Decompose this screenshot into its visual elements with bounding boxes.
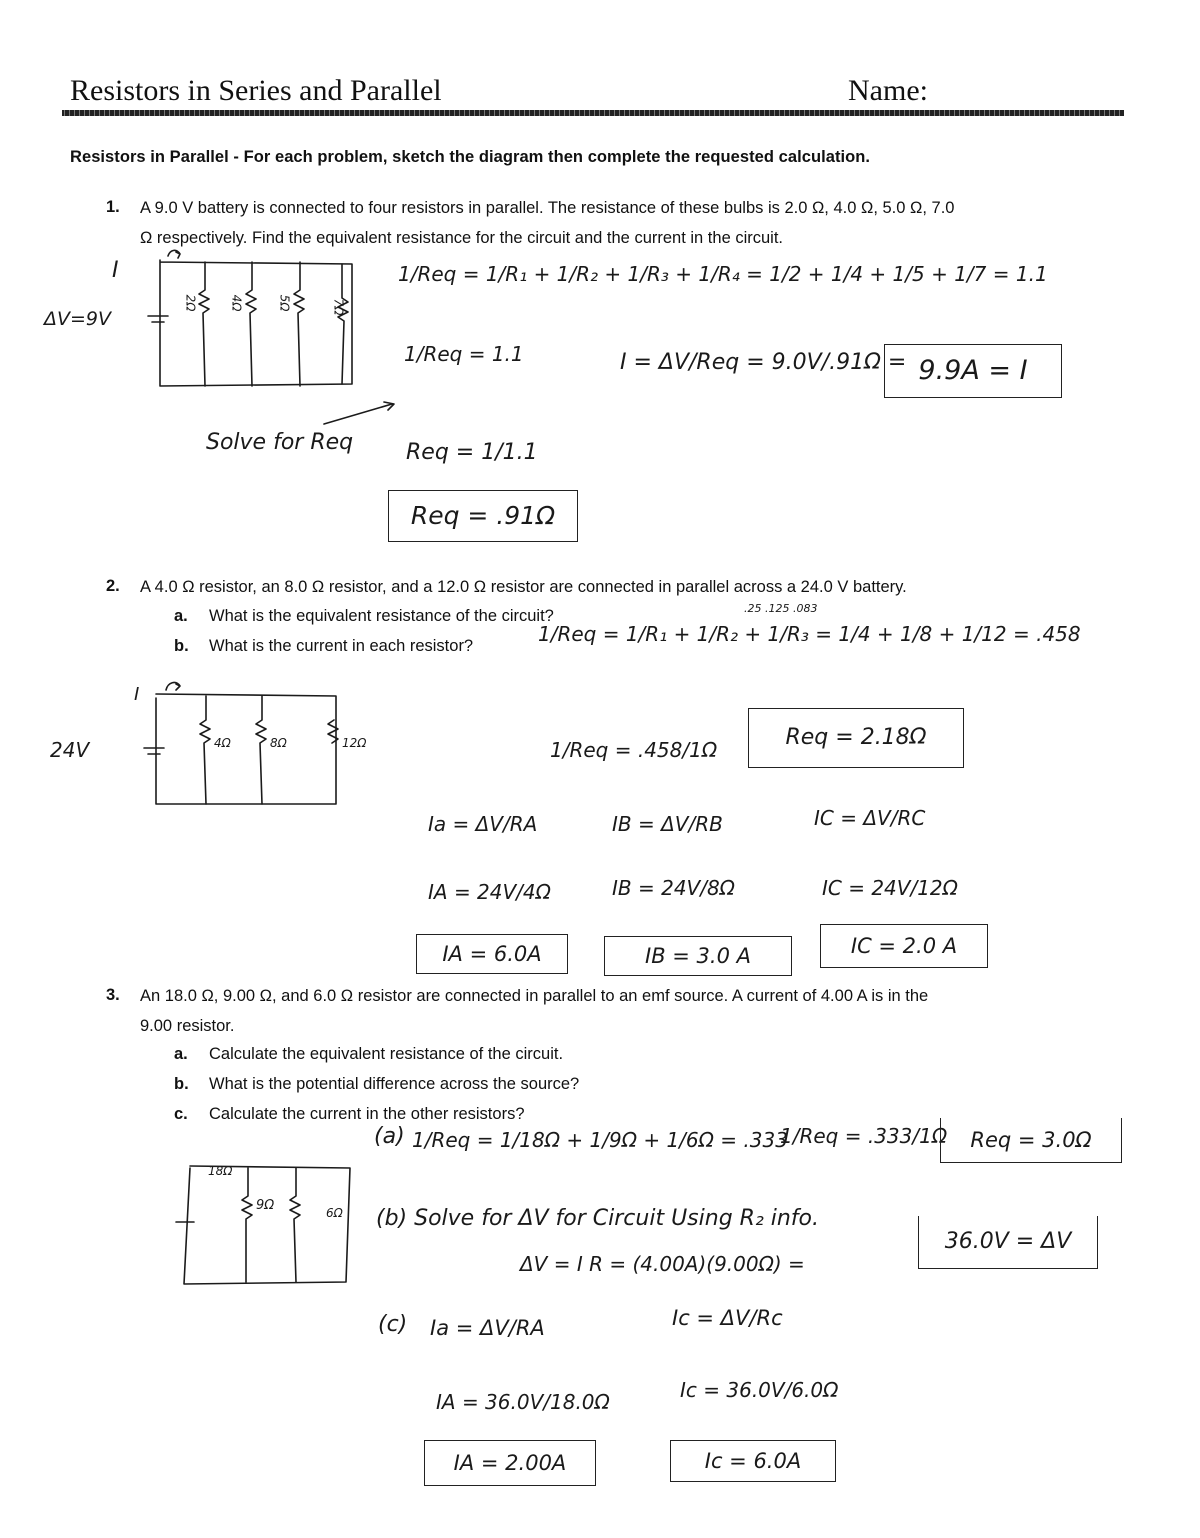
problem-1-solve-note: Solve for Req <box>206 430 354 455</box>
circuit-2-resistor-3: 12Ω <box>342 736 367 750</box>
circuit-3-resistor-3: 6Ω <box>326 1206 343 1220</box>
problem-2a-letter: a. <box>174 607 188 625</box>
problem-3c-ic-sub: Ic = 36.0V/6.0Ω <box>680 1378 839 1402</box>
worksheet-title: Resistors in Series and Parallel <box>70 74 442 107</box>
problem-1-req-expr: Req = 1/1.1 <box>406 440 538 465</box>
problem-3b-calc: ΔV = I R = (4.00A)(9.00Ω) = <box>520 1252 805 1276</box>
circuit-3-resistor-2: 9Ω <box>256 1198 275 1213</box>
problem-1-text-line1: A 9.0 V battery is connected to four resistors in parallel. The resistance of these bulbs is 2.0 Ω, 4.0 Ω, 5.0 Ω, 7.0 <box>140 199 955 217</box>
problem-3b-line: (b) Solve for ΔV for Circuit Using R₂ info. <box>376 1206 820 1231</box>
problem-3c-text: Calculate the current in the other resistors? <box>209 1105 525 1123</box>
problem-3-text-line1: An 18.0 Ω, 9.00 Ω, and 6.0 Ω resistor are connected in parallel to an emf source. A current of 4.00 A is in the <box>140 987 929 1005</box>
problem-2-ic-formula: IC = ΔV/RC <box>814 806 926 830</box>
circuit-1-current-label: I <box>112 258 119 283</box>
problem-3b-letter: b. <box>174 1075 189 1093</box>
problem-1-eq-sum: 1/Req = 1/R₁ + 1/R₂ + 1/R₃ + 1/R₄ = 1/2 + 1/4 + 1/5 + 1/7 = 1.1 <box>398 262 1048 286</box>
problem-2-ib-formula: IB = ΔV/RB <box>612 812 723 836</box>
circuit-2-resistor-2: 8Ω <box>270 736 287 750</box>
problem-2-ib-sub: IB = 24V/8Ω <box>612 876 735 900</box>
problem-3a-sum: 1/Req = 1/18Ω + 1/9Ω + 1/6Ω = .333 <box>412 1128 788 1152</box>
circuit-1-resistor-1: 2Ω <box>183 294 198 312</box>
problem-2-eq-sum: 1/Req = 1/R₁ + 1/R₂ + 1/R₃ = 1/4 + 1/8 + 1/12 = .458 <box>538 622 1081 646</box>
problem-1-current-answer-box: 9.9A = I <box>884 344 1062 398</box>
problem-2-ic-sub: IC = 24V/12Ω <box>822 876 958 900</box>
problem-2-req-answer-box: Req = 2.18Ω <box>748 708 964 768</box>
solve-arrow <box>322 398 402 428</box>
problem-1-eq-recip: 1/Req = 1.1 <box>404 342 524 366</box>
problem-1-number: 1. <box>106 198 120 216</box>
section-instructions: Resistors in Parallel - For each problem, sketch the diagram then complete the requested calculation. <box>70 148 871 166</box>
problem-3c-ic-answer-box: Ic = 6.0A <box>670 1440 836 1482</box>
circuit-1-resistor-4: 7Ω <box>331 298 346 316</box>
problem-3-number: 3. <box>106 986 120 1004</box>
problem-2b-letter: b. <box>174 637 189 655</box>
problem-2-eq-recip: 1/Req = .458/1Ω <box>550 738 718 762</box>
problem-3a-letter: a. <box>174 1045 188 1063</box>
circuit-1-resistor-2: 4Ω <box>229 294 244 312</box>
problem-3b-text: What is the potential difference across the source? <box>209 1075 580 1093</box>
problem-2a-text: What is the equivalent resistance of the circuit? <box>209 607 554 625</box>
circuit-2-current-label: I <box>134 684 140 705</box>
problem-2b-text: What is the current in each resistor? <box>209 637 474 655</box>
problem-1-req-answer-box: Req = .91Ω <box>388 490 578 542</box>
problem-2-ia-answer-box: IA = 6.0A <box>416 934 568 974</box>
problem-3-text-line2: 9.00 resistor. <box>140 1017 235 1035</box>
problem-2-ia-formula: Ia = ΔV/RA <box>428 812 538 836</box>
problem-3c-letter: c. <box>174 1105 188 1123</box>
problem-2-decimals-note: .25 .125 .083 <box>744 602 818 615</box>
problem-1-current-eq: I = ΔV/Req = 9.0V/.91Ω = <box>620 350 907 375</box>
problem-3a-answer-box: Req = 3.0Ω <box>940 1118 1122 1163</box>
problem-2-ib-answer-box: IB = 3.0 A <box>604 936 792 976</box>
circuit-1-resistor-3: 5Ω <box>277 294 292 312</box>
circuit-3-diagram <box>170 1160 370 1290</box>
problem-2-text: A 4.0 Ω resistor, an 8.0 Ω resistor, and a 12.0 Ω resistor are connected in parallel across a 24.0 V battery. <box>140 578 907 596</box>
circuit-2-resistor-1: 4Ω <box>214 736 231 750</box>
problem-2-ia-sub: IA = 24V/4Ω <box>428 880 551 904</box>
circuit-3-resistor-1: 18Ω <box>208 1164 233 1178</box>
problem-3c-ia-formula: Ia = ΔV/RA <box>430 1316 545 1340</box>
problem-1-text <box>140 193 1120 253</box>
circuit-2-battery-label: 24V <box>50 738 90 762</box>
problem-3c-ia-answer-box: IA = 2.00A <box>424 1440 596 1486</box>
problem-3c-ic-formula: Ic = ΔV/Rc <box>672 1306 783 1330</box>
header-rule <box>62 110 1124 116</box>
problem-3a-text: Calculate the equivalent resistance of the circuit. <box>209 1045 564 1063</box>
problem-3b-answer-box: 36.0V = ΔV <box>918 1216 1098 1269</box>
problem-1-text-line2: Ω respectively. Find the equivalent resistance for the circuit and the current in the circuit. <box>140 229 784 247</box>
circuit-1-voltage-label: ΔV=9V <box>44 308 112 330</box>
name-label: Name: <box>848 74 928 107</box>
problem-3c-marker: (c) <box>378 1312 408 1337</box>
problem-3a-recip: 1/Req = .333/1Ω <box>780 1124 948 1148</box>
problem-3-text <box>140 981 1120 1041</box>
circuit-2-diagram <box>120 680 380 810</box>
problem-2-ic-answer-box: IC = 2.0 A <box>820 924 988 968</box>
problem-3a-marker: (a) <box>374 1124 405 1149</box>
problem-2-number: 2. <box>106 577 120 595</box>
problem-3c-ia-sub: IA = 36.0V/18.0Ω <box>436 1390 610 1414</box>
